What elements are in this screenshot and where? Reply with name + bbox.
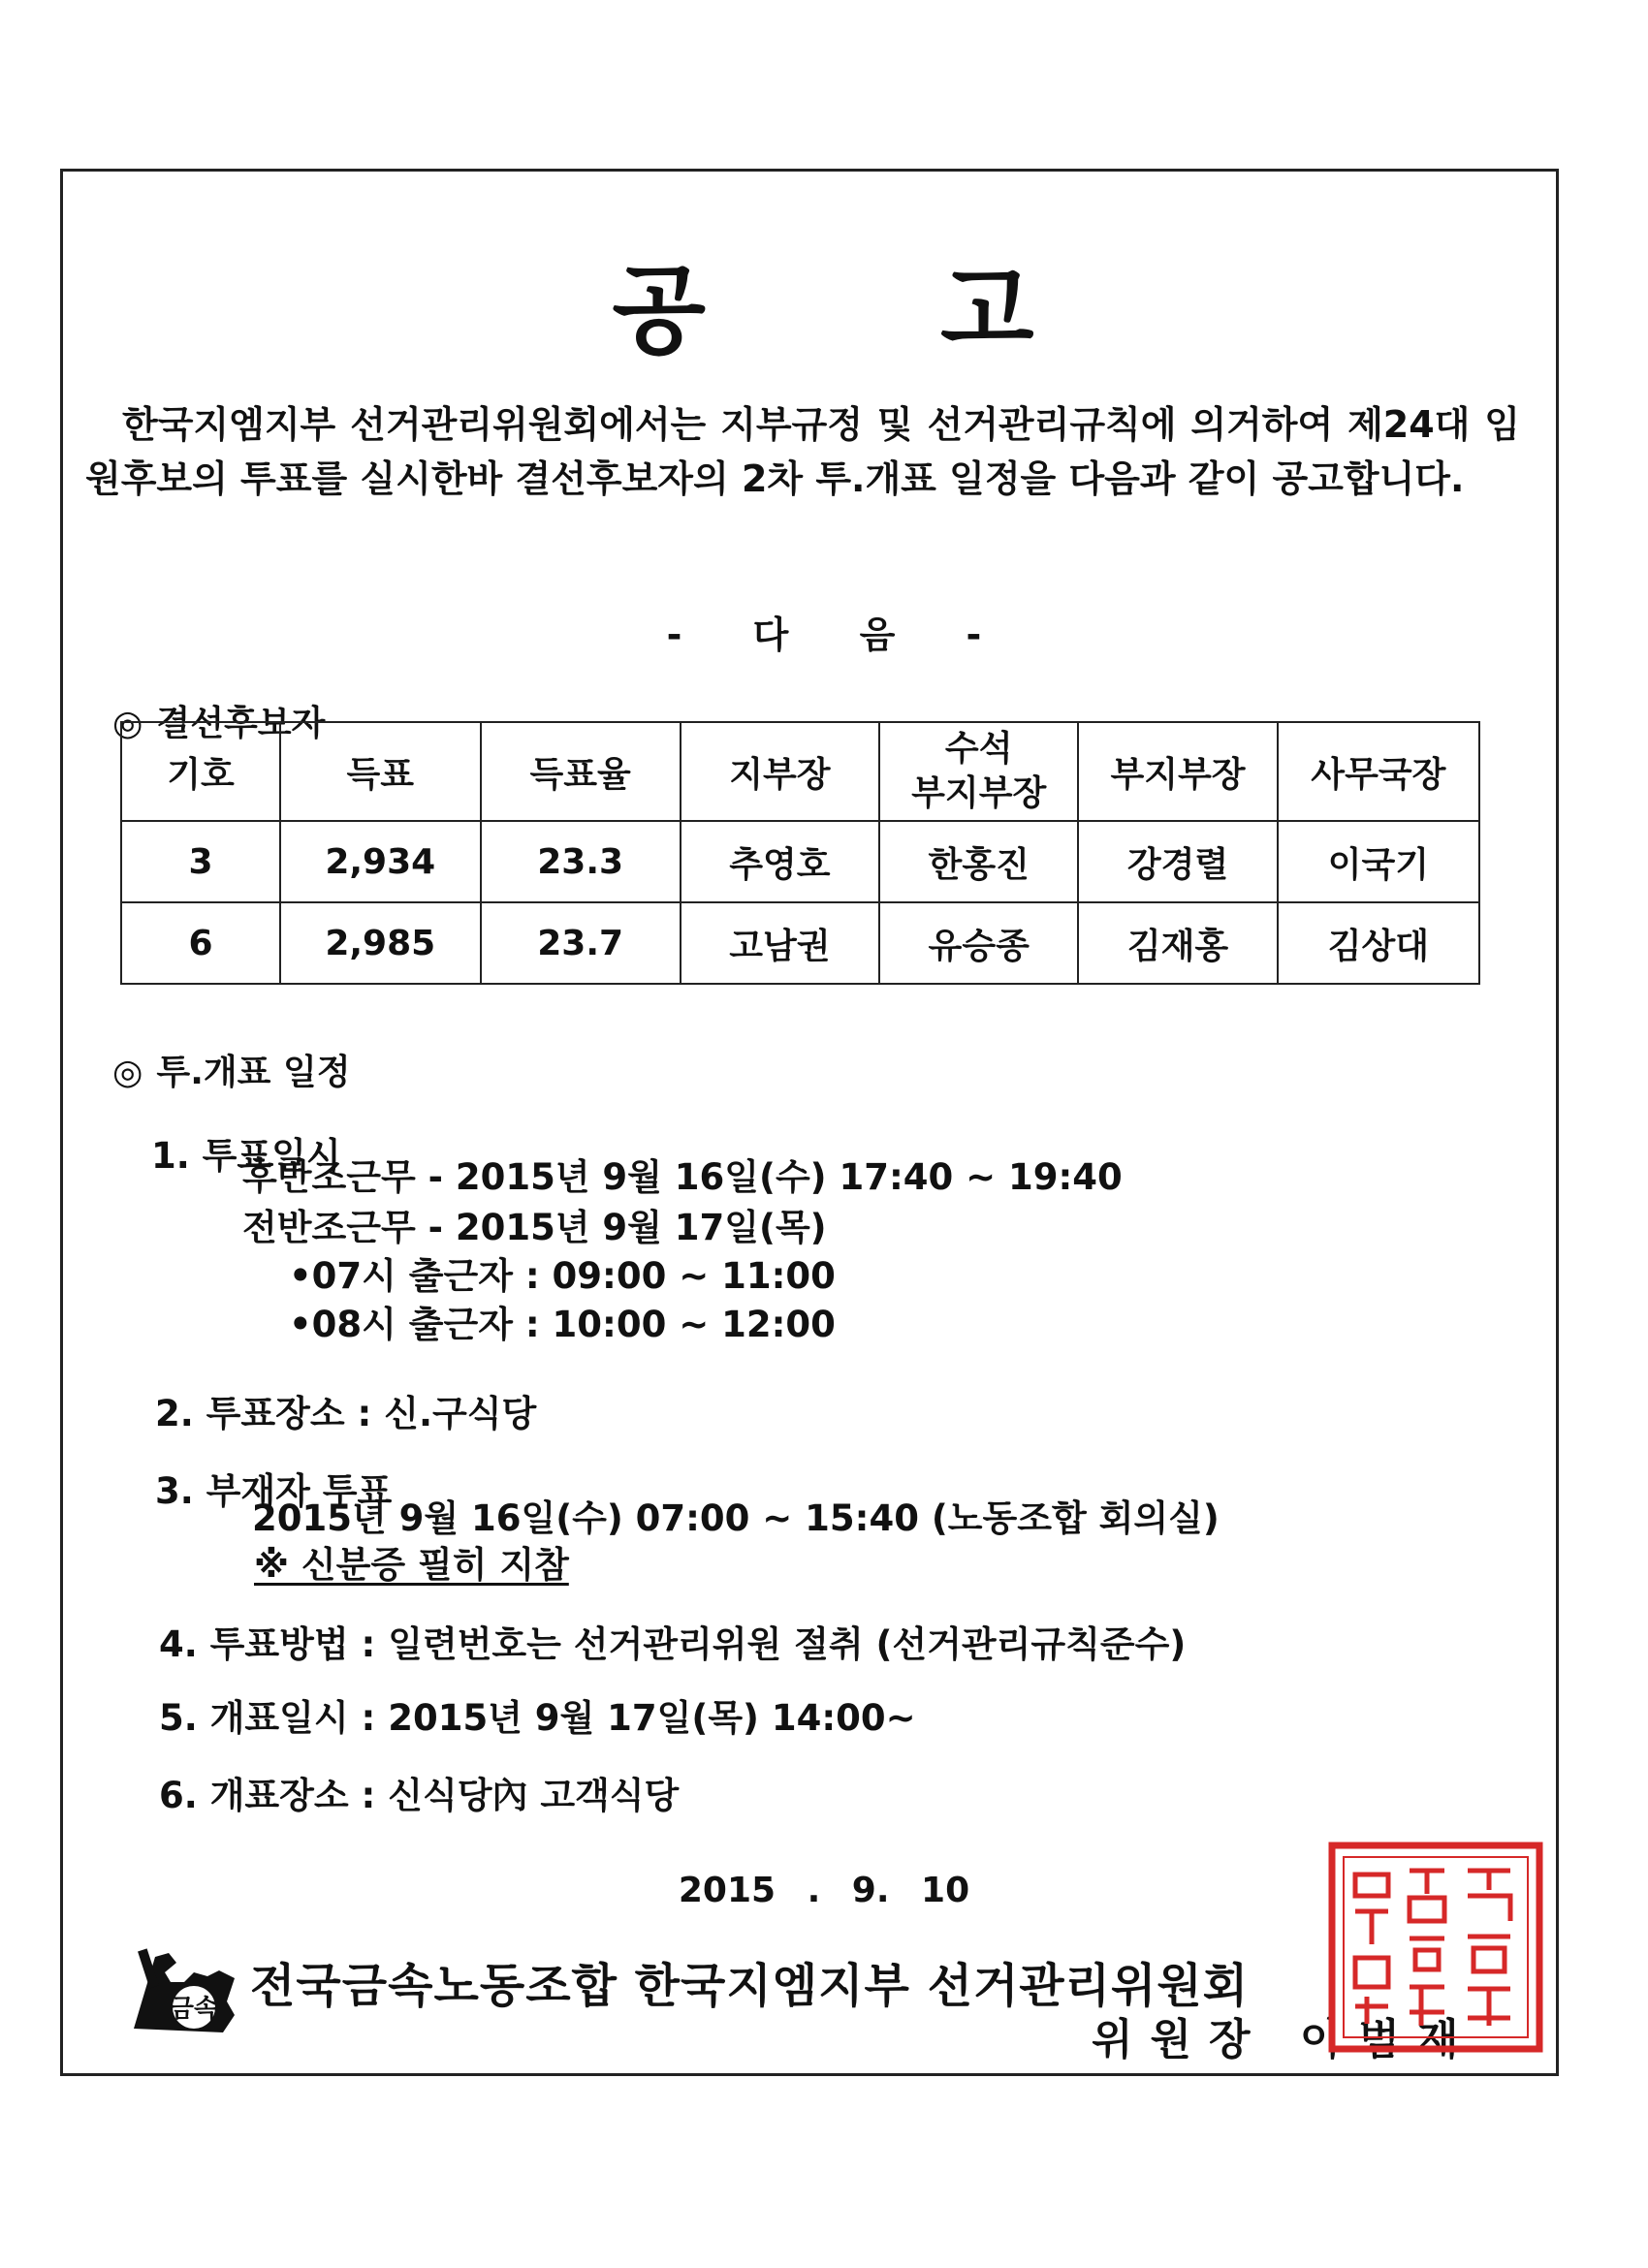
table-cell: 추영호 [681,821,879,902]
column-header: 지부장 [681,722,879,821]
table-cell: 고남권 [681,902,879,984]
schedule-item-4: 4. 투표방법 : 일련번호는 선거관리위원 절취 (선거관리규칙준수) [159,1623,1187,1665]
schedule-item-2: 2. 투표장소 : 신.구식당 [155,1393,537,1434]
schedule-item-5: 5. 개표일시 : 2015년 9월 17일(목) 14:00~ [159,1697,916,1739]
table-cell: 김상대 [1278,902,1479,984]
table-cell: 2,985 [280,902,481,984]
column-header-line: 부지부장 [911,773,1047,813]
table-cell: 6 [121,902,280,984]
table-cell: 김재홍 [1078,902,1277,984]
schedule-item-1-line: 전반조근무 - 2015년 9월 17일(목) [242,1207,827,1248]
table-cell: 2,934 [280,821,481,902]
schedule-heading-text: 투.개표 일정 [156,1053,351,1092]
chairperson-name: 위원장 이범재 [1092,2015,1476,2064]
column-header: 기호 [121,722,280,821]
table-cell: 23.7 [481,902,681,984]
double-circle-icon: ◎ [112,1053,143,1092]
table-row [121,902,1479,984]
double-circle-icon: ◎ [112,704,143,743]
schedule-item-3-line: 2015년 9월 16일(수) 07:00 ~ 15:40 (노동조합 회의실) [252,1497,1220,1539]
svg-text:금속: 금속 [169,1995,219,2024]
table-cell: 이국기 [1278,821,1479,902]
table-cell: 23.3 [481,821,681,902]
notice-date: 2015 . 9. 10 [678,1871,970,1910]
schedule-item-6: 6. 개표장소 : 신식당內 고객식당 [159,1775,680,1816]
column-header: 득표 [280,722,481,821]
page-title [0,233,1648,372]
official-seal-icon [1328,1842,1543,2053]
schedule-item-3-title: 3. 부재자 투표 [155,1470,393,1512]
title-char-1: 공 [612,254,708,367]
column-header: 사무국장 [1278,722,1479,821]
intro-paragraph: 한국지엠지부 선거관리위원회에서는 지부규정 및 선거관리규칙에 의거하여 제24대 임원후보의 투표를 실시한바 결선후보자의 2차 투.개표 일정을 다음과 같이 공고합니다. [85,403,1520,500]
organization-name: 전국금속노동조합 한국지엠지부 선거관리위원회 [250,1959,1250,2013]
schedule-item-3-note: ※ 신분증 필히 지참 [254,1544,569,1586]
column-header-line: 수석 [944,729,1013,769]
table-cell: 한홍진 [879,821,1078,902]
schedule-item-1-line: 후반조근무 - 2015년 9월 16일(수) 17:40 ~ 19:40 [242,1156,1123,1198]
column-header: 득표율 [481,722,681,821]
table-cell: 강경렬 [1078,821,1277,902]
schedule-item-1-bullet: •08시 출근자 : 10:00 ~ 12:00 [289,1304,836,1345]
column-header [879,722,1078,821]
candidates-table [120,721,1480,985]
table-row [121,821,1479,902]
table-cell: 유승종 [879,902,1078,984]
union-logo-icon [126,1943,242,2040]
schedule-item-1-bullet: •07시 출근자 : 09:00 ~ 11:00 [289,1255,836,1297]
schedule-item-1-title: 1. 투표일시 [151,1135,341,1177]
next-heading: - 다 음 - [666,614,982,656]
table-cell: 3 [121,821,280,902]
candidates-heading-text: 결선후보자 [156,704,326,743]
title-char-2: 고 [940,254,1036,367]
schedule-heading [112,1045,351,1094]
table-header-row [121,722,1479,821]
column-header: 부지부장 [1078,722,1277,821]
